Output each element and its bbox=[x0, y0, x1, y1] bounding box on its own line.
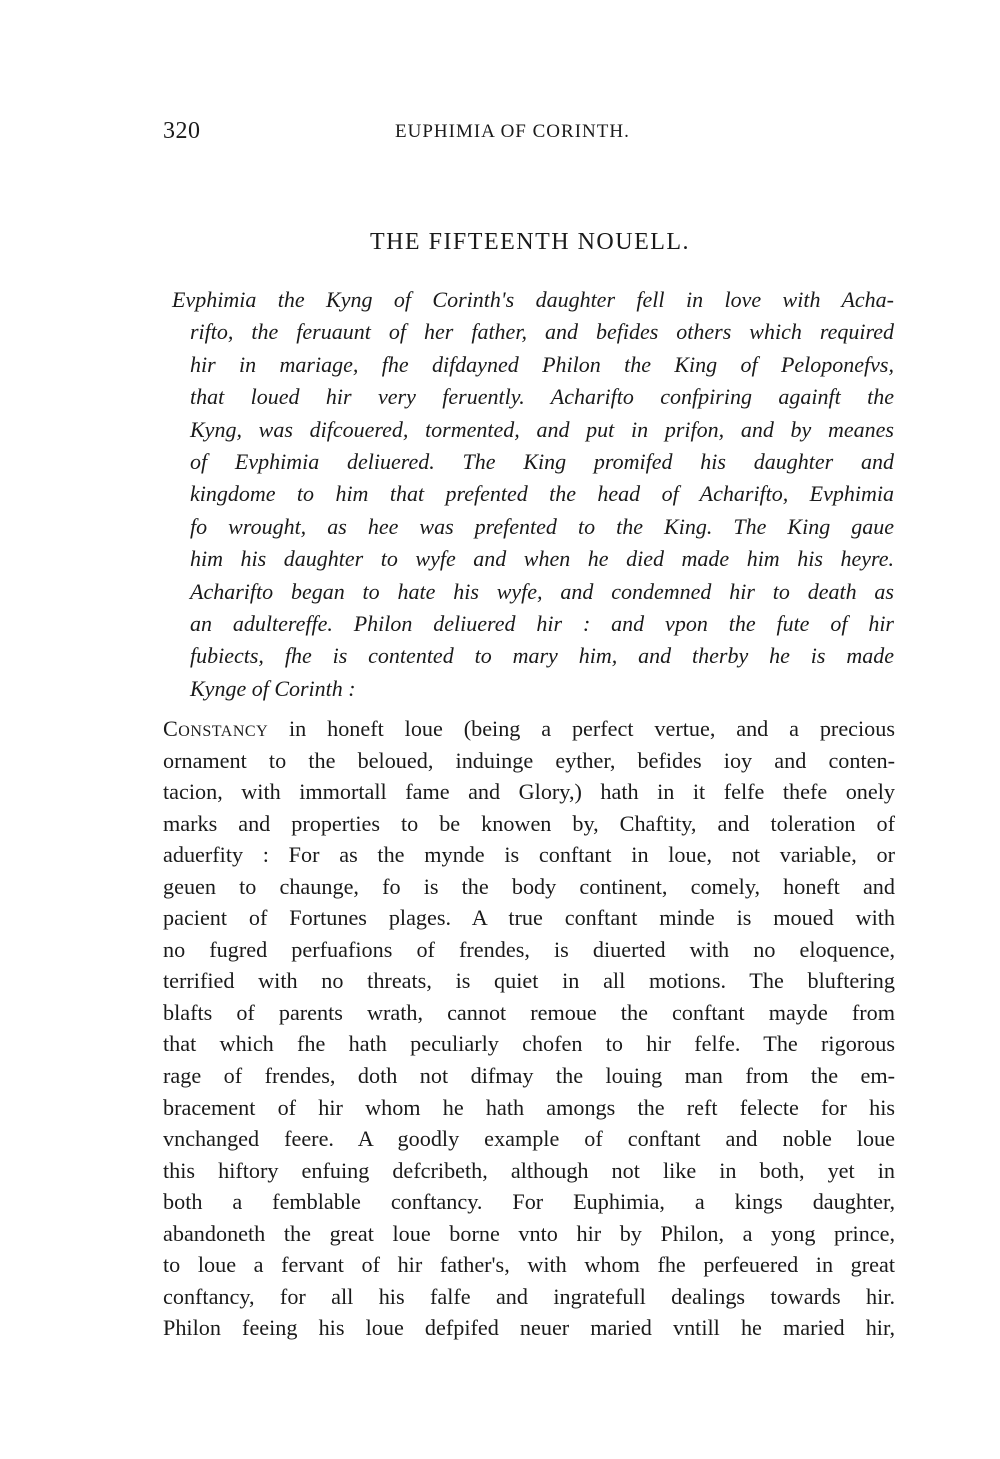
first-line-text: in honeft loue (being a perfect vertue, and a precious bbox=[268, 716, 895, 741]
body-line: terrified with no threats, is quiet in all motions. The bluftering bbox=[163, 968, 895, 994]
body-line: that which fhe hath peculiarly chofen to hir felfe. The rigorous bbox=[163, 1031, 895, 1057]
body-line: aduerfity : For as the mynde is conftant in loue, not variable, or bbox=[163, 842, 895, 868]
argument-line: Evphimia the Kyng of Corinth's daughter fell in love with Acha- bbox=[172, 287, 894, 312]
body-line: conftancy, for all his falfe and ingratefull dealings towards hir. bbox=[163, 1283, 895, 1309]
body-line: both a femblable conftancy. For Euphimia, a kings daughter, bbox=[163, 1189, 895, 1215]
chapter-heading: THE FIFTEENTH NOUELL. bbox=[369, 229, 691, 255]
body-line: Philon feeing his loue defpifed neuer maried vntill he maried hir, bbox=[163, 1315, 895, 1341]
lead-word: Constancy bbox=[163, 716, 269, 741]
chapter-argument bbox=[172, 284, 894, 705]
body-line: vnchanged feere. A goodly example of conftant and noble loue bbox=[163, 1126, 895, 1152]
body-line: this hiftory enfuing defcribeth, although not like in both, yet in bbox=[163, 1157, 895, 1183]
body-line: pacient of Fortunes plages. A true conftant minde is moued with bbox=[163, 905, 895, 931]
body-line: tacion, with immortall fame and Glory,) hath in it felfe thefe onely bbox=[163, 779, 895, 805]
page-number: 320 bbox=[163, 118, 201, 144]
body-line: no fugred perfuafions of frendes, is diuerted with no eloquence, bbox=[163, 936, 895, 962]
argument-line: Acharifto began to hate his wyfe, and condemned hir to death as bbox=[190, 578, 894, 604]
argument-line: him his daughter to wyfe and when he died made him his heyre. bbox=[190, 546, 894, 572]
argument-line: an adultereffe. Philon deliuered hir : and vpon the fute of hir bbox=[190, 610, 894, 636]
running-title: EUPHIMIA OF CORINTH. bbox=[395, 121, 630, 142]
argument-line: fo wrought, as hee was prefented to the King. The King gaue bbox=[190, 513, 894, 539]
argument-line: that loued hir very feruently. Acharifto confpiring againft the bbox=[190, 384, 894, 410]
body-line: bracement of hir whom he hath amongs the reft felecte for his bbox=[163, 1094, 895, 1120]
argument-line: hir in mariage, fhe difdayned Philon the King of Peloponefvs, bbox=[190, 351, 894, 377]
argument-line: Kynge of Corinth : bbox=[190, 675, 356, 701]
body-line: marks and properties to be knowen by, Chaftity, and toleration of bbox=[163, 810, 895, 836]
body-line: abandoneth the great loue borne vnto hir by Philon, a yong prince, bbox=[163, 1220, 895, 1246]
argument-line: of Evphimia deliuered. The King promifed his daughter and bbox=[190, 448, 894, 474]
argument-line: kingdome to him that prefented the head of Acharifto, Evphimia bbox=[190, 481, 894, 507]
body-line: geuen to chaunge, fo is the body continent, comely, honeft and bbox=[163, 873, 895, 899]
body-line: rage of frendes, doth not difmay the louing man from the em- bbox=[163, 1063, 895, 1089]
argument-line: rifto, the feruaunt of her father, and befides others which required bbox=[190, 319, 894, 345]
body-line: to loue a fervant of hir father's, with whom fhe perfeuered in great bbox=[163, 1252, 895, 1278]
running-head bbox=[163, 118, 893, 148]
body-line: blafts of parents wrath, cannot remoue the conftant mayde from bbox=[163, 999, 895, 1025]
argument-line: fubiects, fhe is contented to mary him, and therby he is made bbox=[190, 643, 894, 669]
body-paragraph bbox=[163, 713, 895, 1344]
argument-line: Kyng, was difcouered, tormented, and put in prifon, and by meanes bbox=[190, 416, 894, 442]
body-line-first bbox=[163, 713, 895, 745]
body-line: ornament to the beloued, induinge eyther, befides ioy and conten- bbox=[163, 747, 895, 773]
